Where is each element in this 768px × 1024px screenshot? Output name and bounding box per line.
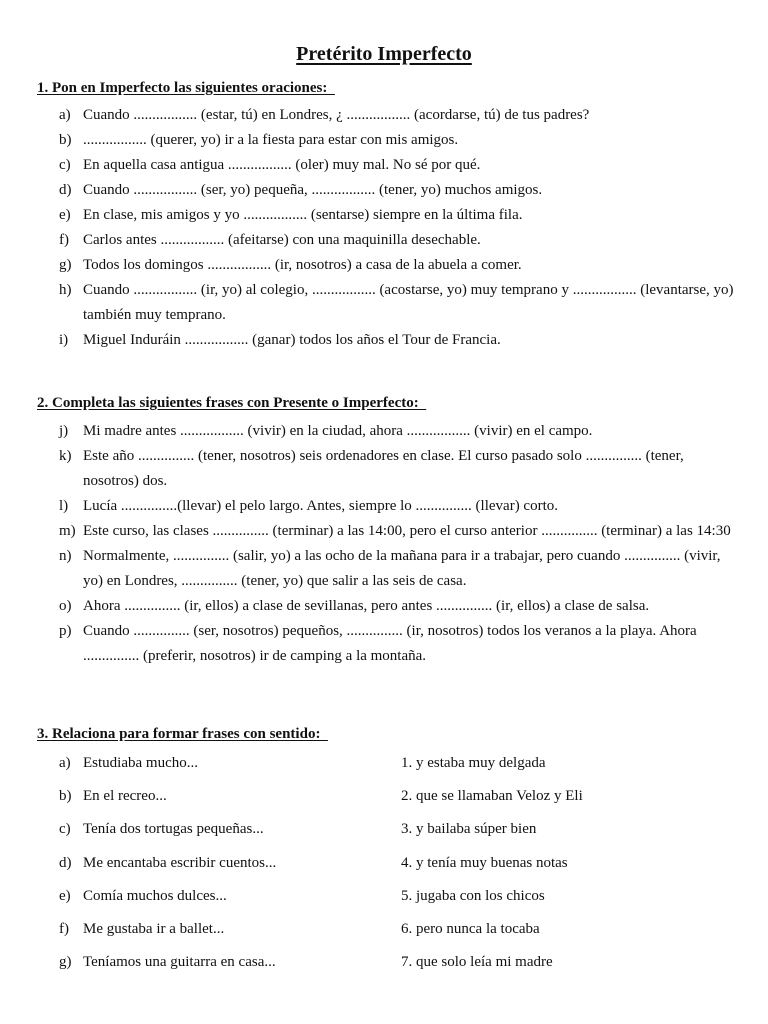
item-text: Lucía ...............(llevar) el pelo largo. Antes, siempre lo ............... (llevar) corto. [83,498,559,514]
match-row [0,751,768,784]
item-label: c) [59,821,71,838]
item-label: i) [59,332,69,348]
item-text: En aquella casa antigua ................. (oler) muy mal. No sé por qué. [83,157,481,173]
sentence-start: Comía muchos dulces... [83,887,227,904]
item-label: n) [59,548,72,564]
sentence-end: 3. y bailaba súper bien [401,821,537,838]
item-label: j) [59,423,69,439]
list-item [0,228,768,253]
item-text: ................. (querer, yo) ir a la fiesta para estar con mis amigos. [83,132,459,148]
item-label: c) [59,157,71,173]
sentence-start: Estudiaba mucho... [83,755,198,771]
section-3-matching [0,751,768,983]
list-item [0,153,768,178]
item-text: Normalmente, ............... (salir, yo) a las ocho de la mañana para ir a trabajar, pero cuando ............... (vivir, yo) en Londres, ............... (tener, yo) que salir a las seis de casa. [83,548,721,589]
item-label: d) [59,182,72,198]
item-text: Cuando ................. (estar, tú) en Londres, ¿ ................. (acordarse, tú) de tus padres? [83,107,590,123]
item-text: En clase, mis amigos y yo ................. (sentarse) siempre en la última fila. [83,207,523,223]
sentence-start: Me gustaba ir a ballet... [83,920,225,937]
list-item [0,544,768,594]
match-row [0,884,768,917]
item-label: f) [59,232,69,248]
match-row [0,817,768,850]
item-label: k) [59,448,72,464]
sentence-end: 2. que se llamaban Veloz y Eli [401,788,583,805]
list-item [0,278,768,328]
sentence-end: 6. pero nunca la tocaba [401,920,540,937]
item-label: e) [59,207,71,223]
section-2-heading: 2. Completa las siguientes frases con Presente o Imperfecto: [37,395,427,411]
list-item [0,203,768,228]
item-text: Este año ............... (tener, nosotros) seis ordenadores en clase. El curso pasado solo ............... (tener, nosotros) dos. [83,448,684,489]
item-label: o) [59,598,72,614]
list-item [0,594,768,619]
item-text: Carlos antes ................. (afeitarse) con una maquinilla desechable. [83,232,481,248]
item-label: e) [59,887,71,904]
item-label: b) [59,788,72,805]
list-item [0,128,768,153]
sentence-end: 7. que solo leía mi madre [401,954,553,971]
item-text: Cuando ................. (ir, yo) al colegio, ................. (acostarse, yo) muy temprano y ................. (levantarse, yo) también muy temprano. [83,282,734,323]
item-label: f) [59,920,69,937]
list-item [0,619,768,669]
item-label: b) [59,132,72,148]
match-row [0,851,768,884]
section-2-list [0,419,768,669]
section-3-heading: 3. Relaciona para formar frases con sentido: [37,726,328,742]
section-1-heading: 1. Pon en Imperfecto las siguientes oraciones: [37,80,335,96]
item-label: m) [59,523,76,539]
sentence-start: Teníamos una guitarra en casa... [83,954,276,971]
sentence-end: 5. jugaba con los chicos [401,887,545,904]
item-text: Este curso, las clases ............... (terminar) a las 14:00, pero el curso anterior ............... (terminar) a las 14:30 [83,523,731,539]
list-item [0,103,768,128]
match-row [0,784,768,817]
match-row [0,917,768,950]
item-label: h) [59,282,72,298]
match-row [0,950,768,983]
item-label: g) [59,954,72,971]
item-label: l) [59,498,69,514]
item-label: p) [59,623,72,639]
list-item [0,178,768,203]
page-title: Pretérito Imperfecto [296,43,472,65]
section-1-list [0,103,768,353]
item-label: g) [59,257,72,273]
item-text: Cuando ............... (ser, nosotros) pequeños, ............... (ir, nosotros) todos los veranos a la playa. Ahora ............... (preferir, nosotros) ir de camping a la montaña. [83,623,697,664]
sentence-start: Tenía dos tortugas pequeñas... [83,821,264,838]
sentence-end: 1. y estaba muy delgada [401,755,546,771]
item-text: Ahora ............... (ir, ellos) a clase de sevillanas, pero antes ............... (ir, ellos) a clase de salsa. [83,598,650,614]
list-item [0,494,768,519]
item-text: Cuando ................. (ser, yo) pequeña, ................. (tener, yo) muchos amigos. [83,182,543,198]
list-item [0,444,768,494]
sentence-end: 4. y tenía muy buenas notas [401,854,568,871]
list-item [0,253,768,278]
list-item [0,519,768,544]
item-text: Miguel Induráin ................. (ganar) todos los años el Tour de Francia. [83,332,501,348]
item-text: Todos los domingos ................. (ir, nosotros) a casa de la abuela a comer. [83,257,522,273]
list-item [0,419,768,444]
sentence-start: En el recreo... [83,788,167,805]
item-label: a) [59,107,71,123]
item-label: a) [59,755,71,771]
item-text: Mi madre antes ................. (vivir) en la ciudad, ahora ................. (vivir) en el campo. [83,423,593,439]
list-item [0,328,768,353]
item-label: d) [59,854,72,871]
sentence-start: Me encantaba escribir cuentos... [83,854,277,871]
